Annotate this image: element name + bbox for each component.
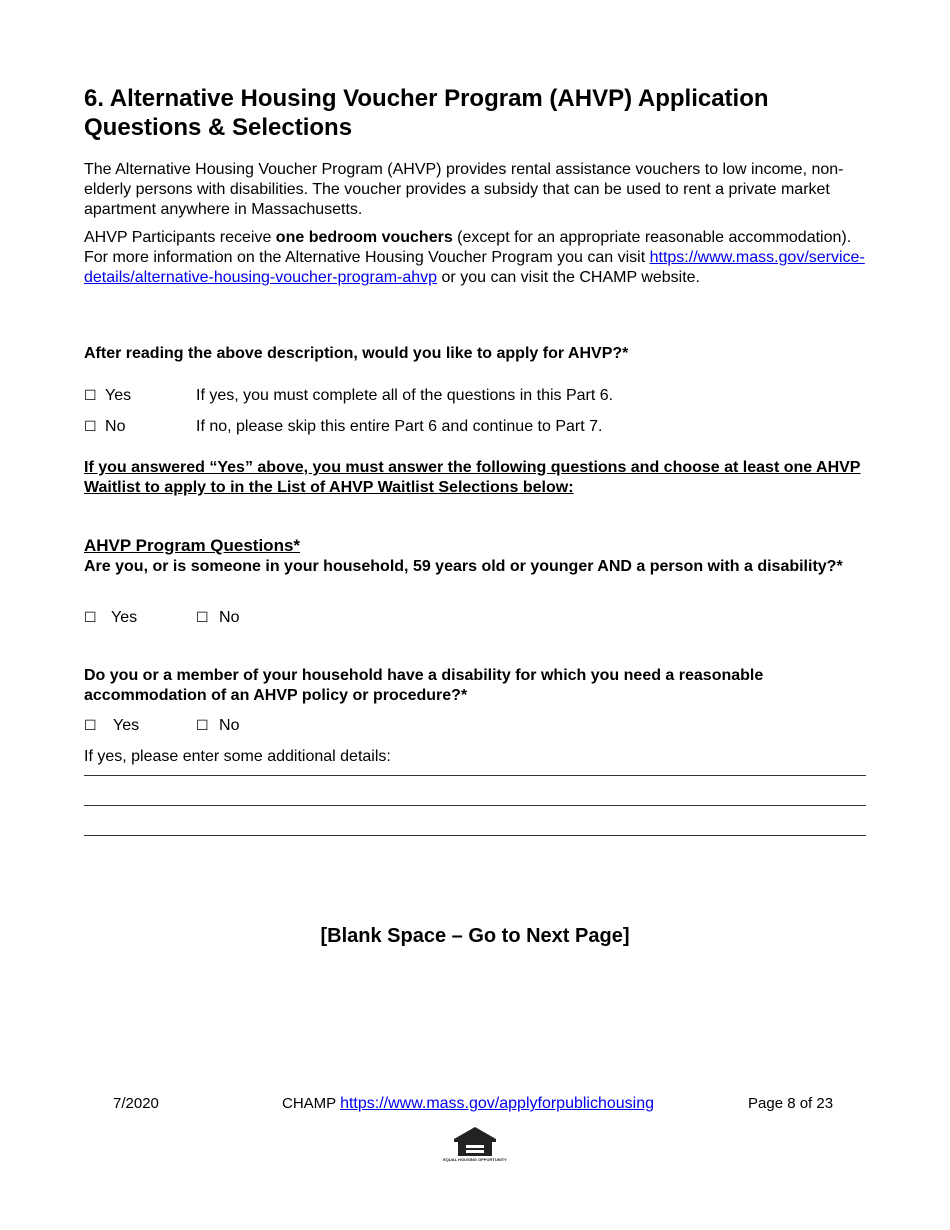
details-line-3[interactable] <box>84 835 866 836</box>
footer-date: 7/2020 <box>113 1095 159 1112</box>
intro-paragraph-2 <box>84 228 874 288</box>
intro-p2-start: AHVP Participants receive <box>84 229 276 246</box>
yes-notice: If you answered “Yes” above, you must answer the following questions and choose at least one AHVP Waitlist to apply to in the List of AHVP Waitlist Selections below: <box>84 459 861 496</box>
footer-champ <box>282 1094 654 1114</box>
ahvp-info-link[interactable]: https://www.mass.gov/service-details/alternative-housing-voucher-program-ahvp <box>84 249 865 286</box>
logo-text: EQUAL HOUSING OPPORTUNITY <box>443 1157 507 1162</box>
program-questions-title: AHVP Program Questions* <box>84 536 301 555</box>
intro-p2-bold: one bedroom vouchers <box>275 229 453 246</box>
q1-no-label: No <box>219 609 240 626</box>
intro-p2-mid: (except for an appropriate reasonable accommodation). For more information on the Alternative Housing Voucher Program you can visit <box>84 229 852 266</box>
apply-no-option[interactable] <box>84 417 125 437</box>
blank-space-notice: [Blank Space – Go to Next Page] <box>320 925 630 947</box>
checkbox-icon[interactable]: ☐ <box>84 718 97 734</box>
apply-yes-label: Yes <box>105 387 132 404</box>
footer-champ-label: CHAMP <box>282 1095 336 1112</box>
apply-question: After reading the above description, would you like to apply for AHVP?* <box>84 345 629 362</box>
section-heading <box>84 84 884 142</box>
footer-page-number: Page 8 of 23 <box>748 1095 834 1112</box>
checkbox-icon[interactable]: ☐ <box>84 419 97 435</box>
q1-yes-label: Yes <box>111 609 138 626</box>
apply-no-label: No <box>105 418 126 435</box>
details-line-2[interactable] <box>84 805 866 806</box>
apply-yes-option[interactable] <box>84 386 131 406</box>
details-line-1[interactable] <box>84 775 866 776</box>
q2-yes-option[interactable] <box>84 716 139 736</box>
equal-housing-icon <box>443 1126 507 1166</box>
intro-paragraph-1: The Alternative Housing Voucher Program (AHVP) provides rental assistance vouchers to low income, non-elderly persons with disabilities. The voucher provides a subsidy that can be used to rent a private market apartment anywhere in Massachusetts. <box>84 161 844 218</box>
q2-yes-label: Yes <box>113 717 140 734</box>
checkbox-icon[interactable]: ☐ <box>84 610 97 626</box>
section-heading-line2: Questions & Selections <box>84 114 353 141</box>
question-age-disability: Are you, or is someone in your household, 59 years old or younger AND a person with a disability?* <box>84 558 843 575</box>
checkbox-icon[interactable]: ☐ <box>84 388 97 404</box>
apply-no-description: If no, please skip this entire Part 6 and continue to Part 7. <box>196 418 603 435</box>
section-heading-line1: 6. Alternative Housing Voucher Program (AHVP) Application <box>84 85 769 112</box>
q2-no-label: No <box>219 717 240 734</box>
footer-link[interactable]: https://www.mass.gov/applyforpublichousing <box>340 1095 655 1112</box>
apply-yes-description: If yes, you must complete all of the questions in this Part 6. <box>196 387 614 404</box>
checkbox-icon[interactable]: ☐ <box>196 718 209 734</box>
q1-yes-option[interactable] <box>84 608 137 628</box>
intro-p2-end: or you can visit the CHAMP website. <box>437 269 700 286</box>
checkbox-icon[interactable]: ☐ <box>196 610 209 626</box>
equal-housing-logo <box>443 1126 507 1166</box>
q1-no-option[interactable] <box>196 608 239 628</box>
q2-no-option[interactable] <box>196 716 239 736</box>
question-reasonable-accommodation: Do you or a member of your household have a disability for which you need a reasonable accommodation of an AHVP policy or procedure?* <box>84 667 764 704</box>
details-label: If yes, please enter some additional details: <box>84 748 391 765</box>
